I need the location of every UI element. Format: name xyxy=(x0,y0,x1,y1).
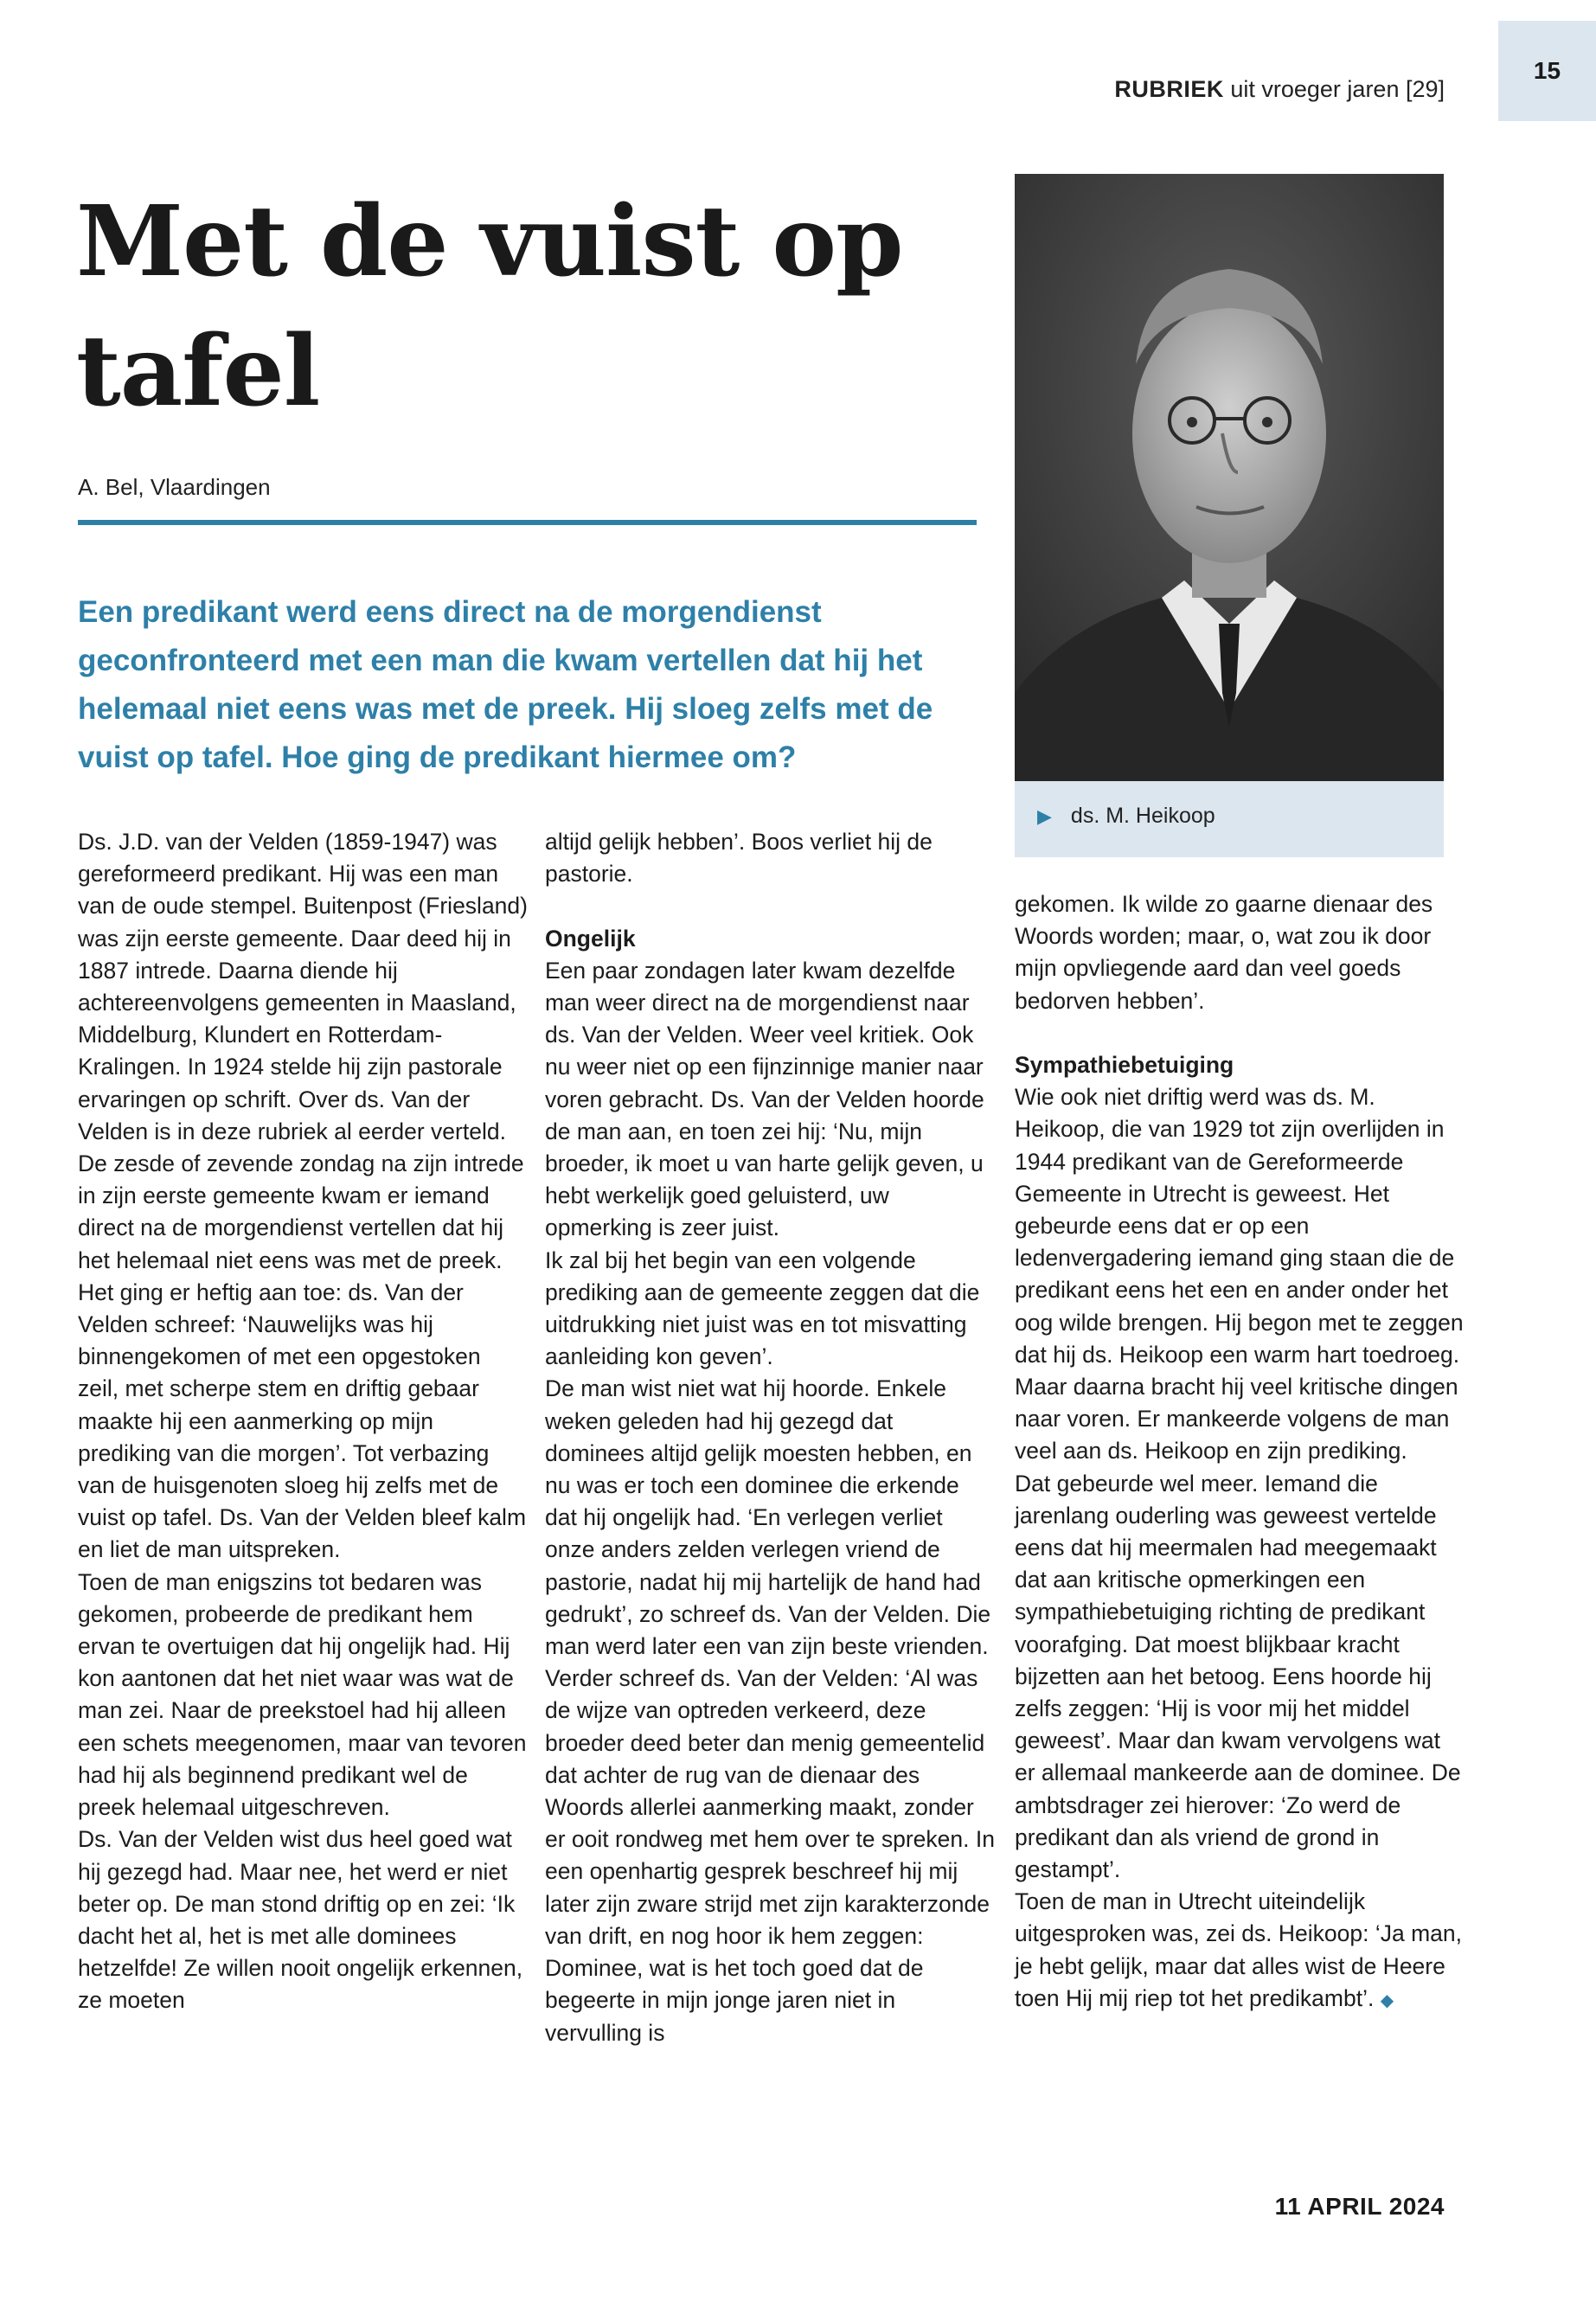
portrait-illustration xyxy=(1015,174,1444,781)
portrait-photo xyxy=(1015,174,1444,781)
article-title: Met de vuist op tafel xyxy=(76,185,903,428)
paragraph-spacer xyxy=(545,890,995,922)
paragraph: Een paar zondagen later kwam dezelfde man weer direct na de morgendienst naar ds. Van der Velden. Weer veel kritiek. Ook nu weer niet op een fijnzinnige manier naar voren gebracht. Ds. Van der Velden hoorde de man aan, en toen zei hij: ‘Nu, mijn broeder, ik moet u van harte gelijk geven, u hebt werkelijk goed geluisterd, uw opmerking is zeer juist. xyxy=(545,957,984,1241)
section-header xyxy=(1114,76,1445,103)
issue-date: 11 APRIL 2024 xyxy=(1274,2193,1445,2220)
page-number-tab xyxy=(1498,21,1596,121)
text-column-1 xyxy=(78,826,528,2017)
triangle-right-icon: ▶ xyxy=(1037,805,1052,827)
text-column-2 xyxy=(545,826,995,2049)
paragraph: gekomen. Ik wilde zo gaarne dienaar des Woords worden; maar, o, wat zou ik door mijn opvliegende aard dan veel goeds bedorven hebben’. xyxy=(1015,891,1433,1014)
article-author: A. Bel, Vlaardingen xyxy=(78,474,271,500)
section-title: uit vroeger jaren [29] xyxy=(1230,76,1445,102)
text-column-3 xyxy=(1015,888,1465,2017)
paragraph: Dat gebeurde wel meer. Iemand die jarenlang ouderling was geweest vertelde eens dat hij meermalen had meegemaakt dat aan kritische opmerkingen een sympathiebetuiging richting de predikant voorafging. Dat moest blijkbaar kracht bijzetten aan het betoog. Eens hoorde hij zelfs zeggen: ‘Hij is voor mij het middel geweest’. Maar dan kwam vervolgens wat er allemaal mankeerde aan de dominee. De ambtsdrager zei hierover: ‘Zo werd de predikant dan als vriend de grond in gestampt’. xyxy=(1015,1470,1461,1883)
paragraph: Toen de man enigszins tot bedaren was gekomen, probeerde de predikant hem ervan te overtuigen dat hij ongelijk had. Hij kon aantonen dat het niet waar was wat de man zei. Naar de preekstoel had hij alleen een schets meegenomen, maar van tevoren had hij als beginnend predikant wel de preek helemaal uitgeschreven. xyxy=(78,1568,527,1821)
paragraph: altijd gelijk hebben’. Boos verliet hij de pastorie. xyxy=(545,829,933,888)
paragraph: Ds. J.D. van der Velden (1859-1947) was gereformeerd predikant. Hij was een man van de oude stempel. Buitenpost (Friesland) was zijn eerste gemeente. Daar deed hij in 1887 intrede. Daarna diende hij achtereenvolgens gemeenten in Maasland, Middelburg, Klundert en Rotterdam-Kralingen. In 1924 stelde hij zijn pastorale ervaringen op schrift. Over ds. Van der Velden is in deze rubriek al eerder verteld. xyxy=(78,829,528,1144)
final-sentence: Toen de man in Utrecht uiteindelijk uitgesproken was, zei ds. Heikoop: ‘Ja man, je hebt gelijk, maar dat alles wist de Heere toen Hij mij riep tot het predikambt’. xyxy=(1015,1888,1463,2011)
paragraph-final xyxy=(1015,1886,1465,2017)
photo-caption xyxy=(1015,781,1444,857)
paragraph: Ik zal bij het begin van een volgende prediking aan de gemeente zeggen dat die uitdrukking niet juist was en tot misvatting aanleiding kon geven’. xyxy=(545,1247,980,1370)
article-lead: Een predikant werd eens direct na de morgendienst geconfronteerd met een man die kwam vertellen dat hij het helemaal niet eens was met de preek. Hij sloeg zelfs met de vuist op tafel. Hoe ging de predikant hiermee om? xyxy=(78,595,933,774)
subheading-sympathiebetuiging: Sympathiebetuiging xyxy=(1015,1052,1234,1078)
photo-caption-text: ds. M. Heikoop xyxy=(1070,804,1215,828)
paragraph: Wie ook niet driftig werd was ds. M. Heikoop, die van 1929 tot zijn overlijden in 1944 predikant van de Gereformeerde Gemeente in Utrecht is geweest. Het gebeurde eens dat er op een ledenvergadering iemand ging staan die de predikant eens het een en ander onder het oog wilde brengen. Hij begon met te zeggen dat hij ds. Heikoop een warm hart toedroeg. Maar daarna bracht hij veel kritische dingen naar voren. Er mankeerde volgens de man veel aan ds. Heikoop en zijn prediking. xyxy=(1015,1084,1464,1465)
subheading-ongelijk: Ongelijk xyxy=(545,925,636,952)
paragraph: De zesde of zevende zondag na zijn intrede in zijn eerste gemeente kwam er iemand direct na de morgendienst vertellen dat hij het helemaal niet eens was met de preek. Het ging er heftig aan toe: ds. Van der Velden schreef: ‘Nauwelijks was hij binnengekomen of met een opgestoken zeil, met scherpe stem en driftig gebaar maakte hij een aanmerking op mijn prediking van die morgen’. Tot verbazing van de huisgenoten sloeg hij zelfs met de vuist op tafel. Ds. Van der Velden bleef kalm en liet de man uitspreken. xyxy=(78,1150,527,1563)
paragraph: De man wist niet wat hij hoorde. Enkele weken geleden had hij gezegd dat dominees altijd gelijk moesten hebben, en nu was er toch een dominee die erkende dat hij ongelijk had. ‘En verlegen verliet onze anders zelden verlegen vriend de pastorie, nadat hij mij hartelijk de hand had gedrukt’, zo schreef ds. Van der Velden. Die man werd later een van zijn beste vrienden. Verder schreef ds. Van der Velden: ‘Al was de wijze van optreden verkeerd, deze broeder deed beter dan menig gemeentelid dat achter de rug van de dienaar des Woords allerlei aanmerking maakt, zonder er ooit rondweg met hem over te spreken. In een openhartig gesprek beschreef hij mij later zijn zware strijd met zijn karakterzonde van drift, en nog hoor ik hem zeggen: Dominee, wat is het toch goed dat de begeerte in mijn jonge jaren niet in vervulling is xyxy=(545,1375,995,2046)
page-number: 15 xyxy=(1533,57,1561,84)
diamond-icon: ◆ xyxy=(1380,1990,1394,2010)
paragraph-spacer xyxy=(1015,1017,1465,1049)
title-divider xyxy=(78,520,977,525)
section-label: RUBRIEK xyxy=(1114,76,1224,102)
paragraph: Ds. Van der Velden wist dus heel goed wat hij gezegd had. Maar nee, het werd er niet beter op. De man stond driftig op en zei: ‘Ik dacht het al, het is met alle dominees hetzelfde! Ze willen nooit ongelijk erkennen, ze moeten xyxy=(78,1826,523,2014)
